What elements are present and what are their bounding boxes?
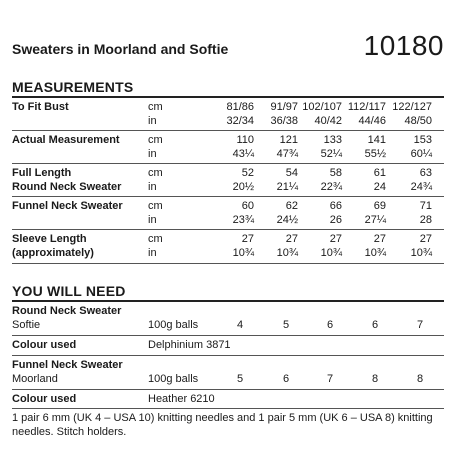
ball-count: 8	[371, 373, 379, 385]
divider	[12, 229, 444, 230]
value-cell: 24½	[276, 214, 298, 226]
ball-count: 4	[236, 319, 244, 331]
value-cell: 91/97	[270, 101, 298, 113]
value-cell: 81/86	[226, 101, 254, 113]
row-label: Funnel Neck Sweater	[12, 200, 123, 212]
value-cell: 47¾	[276, 148, 298, 160]
ball-count: 8	[416, 373, 424, 385]
value-cell: 10¾	[364, 247, 386, 259]
divider	[12, 163, 444, 164]
row-label: Actual Measurement	[12, 134, 120, 146]
yarn-name: Moorland	[12, 373, 58, 385]
value-cell: 122/127	[392, 101, 432, 113]
value-cell: 10¾	[410, 247, 432, 259]
value-cell: 52	[241, 167, 254, 179]
colour-value: Heather 6210	[148, 393, 215, 405]
unit-in: in	[148, 148, 157, 160]
divider	[12, 263, 444, 264]
value-cell: 110	[236, 134, 254, 146]
value-cell: 28	[419, 214, 432, 226]
divider	[12, 300, 444, 302]
ball-count: 7	[416, 319, 424, 331]
divider	[12, 408, 444, 409]
unit-in: in	[148, 247, 157, 259]
pattern-code: 10180	[363, 30, 444, 61]
ball-count: 6	[326, 319, 334, 331]
colour-label: Colour used	[12, 393, 77, 405]
balls-label: 100g balls	[148, 319, 199, 331]
value-cell: 112/117	[347, 101, 386, 113]
value-cell: 52¼	[320, 148, 342, 160]
value-cell: 44/46	[358, 115, 386, 127]
value-cell: 62	[285, 200, 298, 212]
ball-count: 7	[326, 373, 334, 385]
needles-note: 1 pair 6 mm (UK 4 – USA 10) knitting needles and 1 pair 5 mm (UK 6 – USA 8) knitting needles. Stitch holders.	[12, 412, 433, 438]
value-cell: 60	[241, 200, 254, 212]
unit-in: in	[148, 115, 157, 127]
unit-in: in	[148, 214, 157, 226]
value-cell: 10¾	[320, 247, 342, 259]
divider	[12, 335, 444, 336]
unit-cm: cm	[148, 200, 163, 212]
value-cell: 141	[367, 134, 386, 146]
unit-cm: cm	[148, 134, 163, 146]
unit-cm: cm	[148, 167, 163, 179]
colour-label: Colour used	[12, 339, 77, 351]
garment-title: Funnel Neck Sweater	[12, 359, 123, 371]
ball-count: 5	[282, 319, 290, 331]
value-cell: 27¼	[364, 214, 386, 226]
value-cell: 27	[241, 233, 254, 245]
value-cell: 121	[279, 134, 298, 146]
ball-count: 6	[282, 373, 290, 385]
yarn-name: Softie	[12, 319, 41, 331]
value-cell: 20½	[232, 181, 254, 193]
value-cell: 58	[329, 167, 342, 179]
page-title: Sweaters in Moorland and Softie	[12, 41, 229, 57]
value-cell: 69	[373, 200, 386, 212]
balls-label: 100g balls	[148, 373, 199, 385]
row-label: Round Neck Sweater	[12, 181, 122, 193]
value-cell: 21¼	[276, 181, 298, 193]
colour-value: Delphinium 3871	[148, 339, 231, 351]
value-cell: 26	[329, 214, 342, 226]
value-cell: 10¾	[276, 247, 298, 259]
measurements-heading: MEASUREMENTS	[12, 79, 134, 95]
value-cell: 27	[419, 233, 432, 245]
value-cell: 36/38	[270, 115, 298, 127]
divider	[12, 389, 444, 390]
row-label: (approximately)	[12, 247, 94, 259]
divider	[12, 130, 444, 131]
value-cell: 40/42	[314, 115, 342, 127]
value-cell: 66	[329, 200, 342, 212]
divider	[12, 96, 444, 98]
value-cell: 32/34	[226, 115, 254, 127]
garment-title: Round Neck Sweater	[12, 305, 122, 317]
you-will-need-heading: YOU WILL NEED	[12, 283, 126, 299]
value-cell: 27	[329, 233, 342, 245]
value-cell: 43¼	[232, 148, 254, 160]
value-cell: 153	[413, 134, 432, 146]
unit-cm: cm	[148, 101, 163, 113]
unit-in: in	[148, 181, 157, 193]
row-label: To Fit Bust	[12, 101, 69, 113]
value-cell: 71	[419, 200, 432, 212]
row-label: Sleeve Length	[12, 233, 87, 245]
value-cell: 60¼	[410, 148, 432, 160]
value-cell: 61	[373, 167, 386, 179]
value-cell: 24¾	[410, 181, 432, 193]
value-cell: 22¾	[320, 181, 342, 193]
row-label: Full Length	[12, 167, 72, 179]
divider	[12, 355, 444, 356]
value-cell: 23¾	[232, 214, 254, 226]
value-cell: 102/107	[302, 101, 342, 113]
ball-count: 5	[236, 373, 244, 385]
value-cell: 27	[285, 233, 298, 245]
value-cell: 27	[373, 233, 386, 245]
ball-count: 6	[371, 319, 379, 331]
value-cell: 63	[419, 167, 432, 179]
unit-cm: cm	[148, 233, 163, 245]
value-cell: 24	[373, 181, 386, 193]
value-cell: 54	[285, 167, 298, 179]
value-cell: 133	[323, 134, 342, 146]
value-cell: 48/50	[404, 115, 432, 127]
divider	[12, 196, 444, 197]
value-cell: 55½	[364, 148, 386, 160]
value-cell: 10¾	[232, 247, 254, 259]
